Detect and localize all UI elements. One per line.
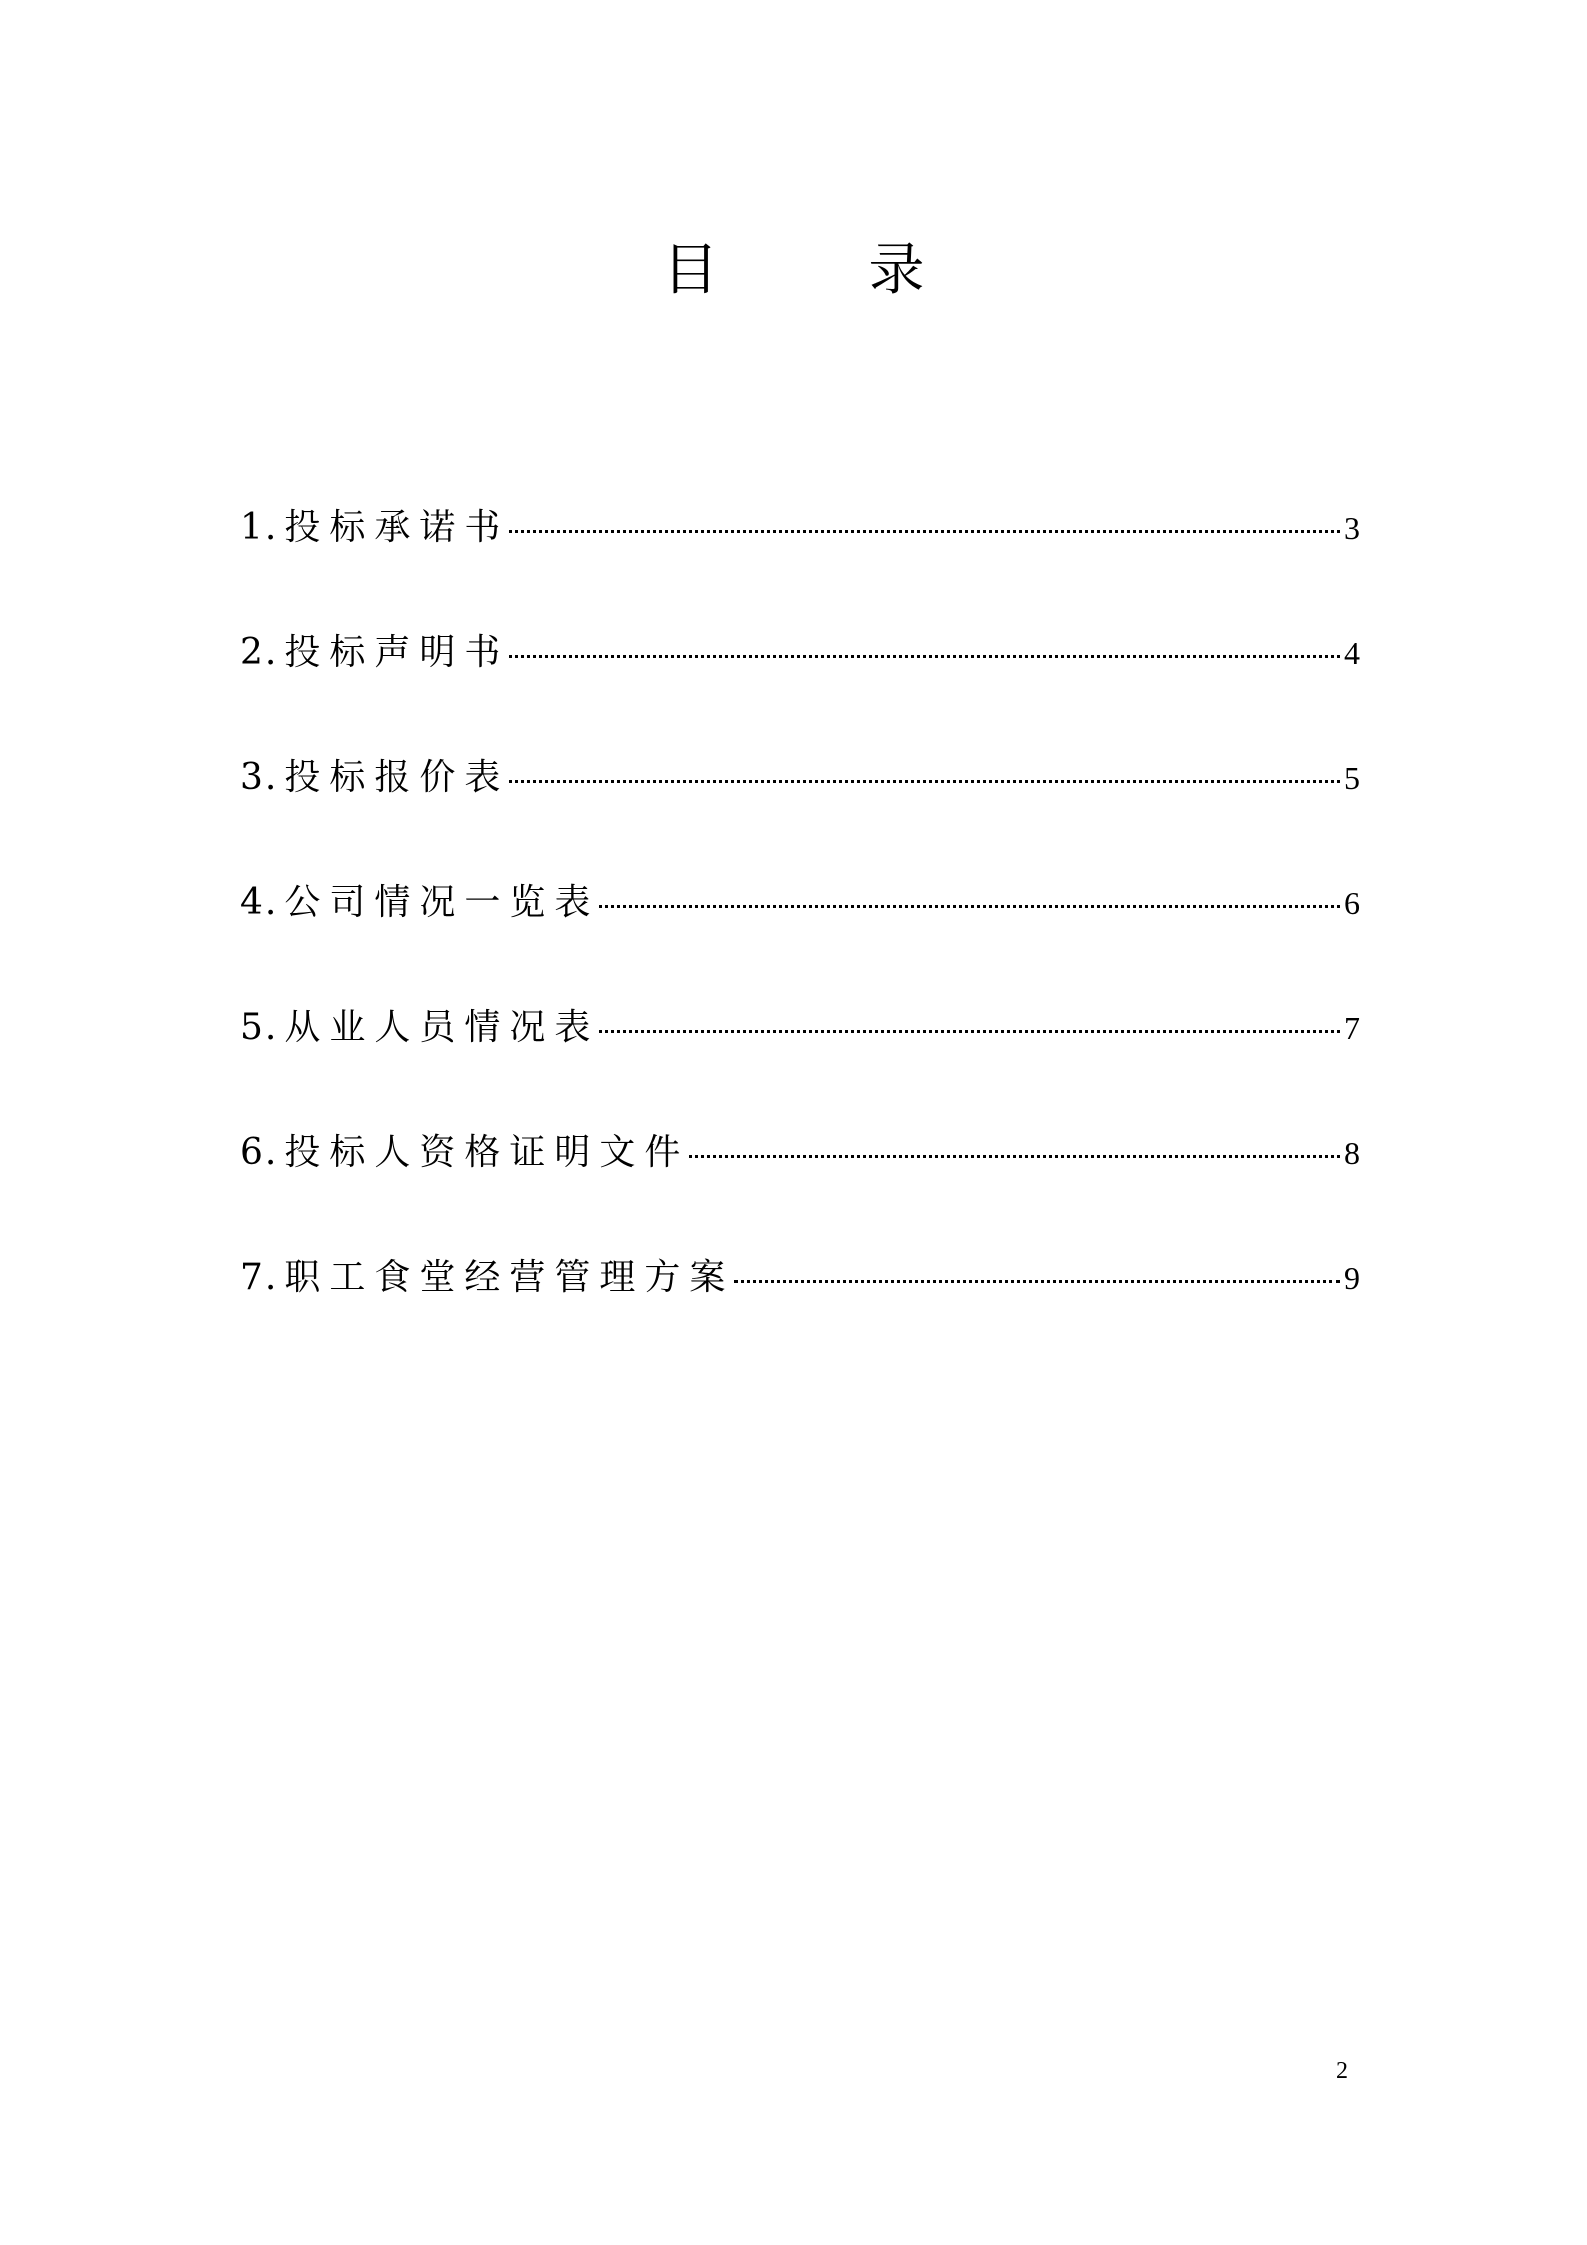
toc-entry-page: 7 <box>1344 1010 1360 1046</box>
toc-entry-page: 5 <box>1344 760 1360 796</box>
toc-entry-title: 职工食堂经营管理方案 <box>284 1257 735 1298</box>
page-number: 2 <box>1336 2058 1348 2084</box>
toc-entry-title: 公司情况一览表 <box>284 882 600 923</box>
toc-entry-4[interactable] <box>240 875 1360 1000</box>
toc-dot-leader <box>599 905 1340 908</box>
toc-entry-page: 3 <box>1344 510 1360 546</box>
toc-dot-leader <box>689 1155 1340 1158</box>
toc-entry-1[interactable] <box>240 500 1360 625</box>
toc-dot-leader <box>509 530 1340 533</box>
toc-entry-5[interactable] <box>240 1000 1360 1125</box>
title-char-2: 录 <box>868 238 925 303</box>
toc-entry-6[interactable] <box>240 1125 1360 1250</box>
toc-entry-title: 投标声明书 <box>284 632 510 673</box>
toc-entry-number: 4. <box>240 882 279 923</box>
toc-entry-number: 2. <box>240 632 279 673</box>
toc-dot-leader <box>599 1030 1340 1033</box>
toc-entry-title: 从业人员情况表 <box>284 1007 600 1048</box>
table-of-contents <box>240 500 1360 1375</box>
toc-entry-page: 8 <box>1344 1135 1360 1171</box>
toc-dot-leader <box>509 780 1340 783</box>
toc-entry-page: 9 <box>1344 1260 1360 1296</box>
toc-dot-leader <box>734 1280 1340 1283</box>
toc-entry-page: 4 <box>1344 635 1360 671</box>
toc-entry-number: 5. <box>240 1007 279 1048</box>
toc-entry-2[interactable] <box>240 625 1360 750</box>
toc-entry-number: 6. <box>240 1132 279 1173</box>
toc-entry-title: 投标人资格证明文件 <box>284 1132 690 1173</box>
toc-entry-number: 1. <box>240 507 279 548</box>
title-char-1: 目 <box>662 238 719 303</box>
page-title <box>0 236 1587 306</box>
toc-entry-number: 3. <box>240 757 279 798</box>
toc-entry-page: 6 <box>1344 885 1360 921</box>
toc-dot-leader <box>509 655 1340 658</box>
toc-entry-title: 投标承诺书 <box>284 507 510 548</box>
toc-entry-7[interactable] <box>240 1250 1360 1375</box>
toc-entry-number: 7. <box>240 1257 279 1298</box>
toc-entry-3[interactable] <box>240 750 1360 875</box>
toc-entry-title: 投标报价表 <box>284 757 510 798</box>
